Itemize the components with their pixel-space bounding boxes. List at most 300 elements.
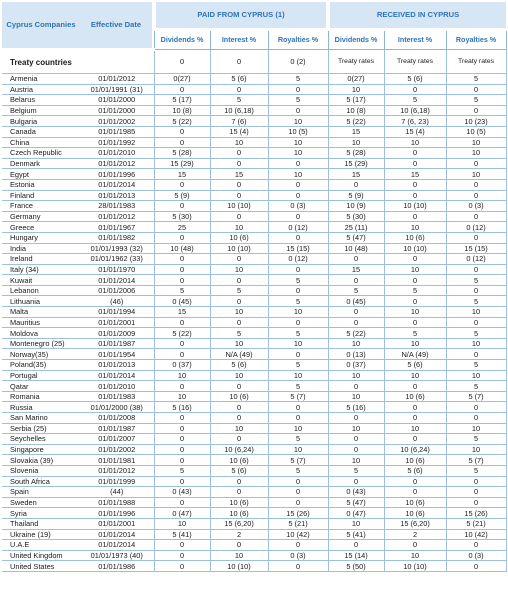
paid-interest-cell: 0 — [210, 381, 268, 392]
subheader-received-interest: Interest % — [384, 30, 446, 50]
paid-interest-cell: 0 — [210, 275, 268, 286]
paid-royalties-cell: 0 (3) — [268, 201, 328, 212]
received-royalties-cell: 5 — [446, 381, 506, 392]
received-interest-cell: 0 — [384, 487, 446, 498]
paid-dividends-cell: 0 — [154, 317, 210, 328]
country-cell: Poland(35) — [2, 360, 80, 371]
effective-date-cell: 01/01/2014 — [80, 179, 154, 190]
country-cell: South Africa — [2, 476, 80, 487]
paid-dividends-cell: 0 — [154, 381, 210, 392]
country-cell: Lithuania — [2, 296, 80, 307]
received-dividends-cell: 0 — [328, 540, 384, 551]
paid-interest-cell: 5 (6) — [210, 74, 268, 85]
received-interest-cell: 0 — [384, 434, 446, 445]
paid-interest-cell: 10 (6) — [210, 455, 268, 466]
paid-dividends-cell: 25 — [154, 222, 210, 233]
paid-interest-cell: 5 — [210, 95, 268, 106]
subheader-received-dividends: Dividends % — [328, 30, 384, 50]
received-dividends-cell: 5 (30) — [328, 211, 384, 222]
paid-dividends-cell: 0 — [154, 179, 210, 190]
paid-interest-cell: 0 — [210, 476, 268, 487]
table-row — [2, 158, 506, 169]
paid-dividends-cell: 0 — [154, 84, 210, 95]
paid-royalties-cell: 10 — [268, 370, 328, 381]
received-dividends-cell: 0 — [328, 254, 384, 265]
paid-dividends-cell: 0 — [154, 232, 210, 243]
effective-date-cell: 01/01/2002 — [80, 116, 154, 127]
treaty-paid-dividends: 0 — [154, 50, 210, 74]
paid-royalties-cell: 0 — [268, 540, 328, 551]
paid-interest-cell: 10 — [210, 550, 268, 561]
paid-interest-cell: 0 — [210, 148, 268, 159]
table-row — [2, 169, 506, 180]
paid-royalties-cell: 0 — [268, 349, 328, 360]
country-cell: Mauritius — [2, 317, 80, 328]
paid-dividends-cell: 0 (37) — [154, 360, 210, 371]
subheader-paid-interest: Interest % — [210, 30, 268, 50]
received-royalties-cell: 0 — [446, 487, 506, 498]
paid-dividends-cell: 0 (47) — [154, 508, 210, 519]
received-interest-cell: N/A (49) — [384, 349, 446, 360]
effective-date-cell: 01/01/1993 (32) — [80, 243, 154, 254]
received-royalties-cell: 10 — [446, 444, 506, 455]
paid-interest-cell: 10 — [210, 222, 268, 233]
table-row — [2, 95, 506, 106]
table-row — [2, 201, 506, 212]
received-royalties-cell: 10 — [446, 338, 506, 349]
paid-interest-cell: 15 — [210, 169, 268, 180]
country-cell: France — [2, 201, 80, 212]
received-interest-cell: 5 — [384, 328, 446, 339]
received-interest-cell: 10 — [384, 550, 446, 561]
paid-dividends-cell: 5 (30) — [154, 211, 210, 222]
paid-royalties-cell: 10 — [268, 423, 328, 434]
table-row — [2, 179, 506, 190]
paid-interest-cell: 10 — [210, 370, 268, 381]
country-cell: Armenia — [2, 74, 80, 85]
table-row — [2, 243, 506, 254]
country-cell: Thailand — [2, 518, 80, 529]
received-interest-cell: 5 (6) — [384, 465, 446, 476]
effective-date-cell: 01/01/1967 — [80, 222, 154, 233]
country-cell: Finland — [2, 190, 80, 201]
country-cell: Austria — [2, 84, 80, 95]
received-dividends-cell: 15 (14) — [328, 550, 384, 561]
paid-royalties-cell: 0 — [268, 211, 328, 222]
paid-royalties-cell: 0 — [268, 84, 328, 95]
effective-date-cell: 01/01/1988 — [80, 497, 154, 508]
received-royalties-cell: 5 — [446, 275, 506, 286]
received-dividends-cell: 0 — [328, 275, 384, 286]
received-royalties-cell: 10 — [446, 307, 506, 318]
table-row — [2, 307, 506, 318]
paid-dividends-cell: 0 — [154, 126, 210, 137]
table-row — [2, 126, 506, 137]
header-row — [2, 2, 506, 30]
received-royalties-cell: 10 — [446, 370, 506, 381]
effective-date-cell: 01/01/2012 — [80, 211, 154, 222]
paid-interest-cell: 10 — [210, 338, 268, 349]
received-dividends-cell: 10 — [328, 370, 384, 381]
received-royalties-cell: 0 — [446, 476, 506, 487]
received-interest-cell: 0 — [384, 317, 446, 328]
received-royalties-cell: 0 — [446, 158, 506, 169]
effective-date-cell: 28/01/1983 — [80, 201, 154, 212]
effective-date-cell: 01/01/2014 — [80, 540, 154, 551]
received-royalties-cell: 5 (21) — [446, 518, 506, 529]
received-royalties-cell: 5 (7) — [446, 391, 506, 402]
received-royalties-cell: 10 (23) — [446, 116, 506, 127]
country-cell: Belgium — [2, 105, 80, 116]
paid-royalties-cell: 10 — [268, 116, 328, 127]
effective-date-cell: 01/01/2002 — [80, 444, 154, 455]
received-dividends-cell: 5 (47) — [328, 497, 384, 508]
paid-dividends-cell: 15 (29) — [154, 158, 210, 169]
received-royalties-cell: 10 — [446, 423, 506, 434]
paid-royalties-cell: 0 — [268, 413, 328, 424]
received-dividends-cell: 0 — [328, 476, 384, 487]
table-row — [2, 455, 506, 466]
received-interest-cell: 5 — [384, 95, 446, 106]
received-royalties-cell: 0 — [446, 402, 506, 413]
received-dividends-cell: 5 (16) — [328, 402, 384, 413]
paid-interest-cell: 0 — [210, 434, 268, 445]
received-royalties-cell: 15 (15) — [446, 243, 506, 254]
received-dividends-cell: 0 (13) — [328, 349, 384, 360]
paid-dividends-cell: 5 (16) — [154, 402, 210, 413]
received-interest-cell: 10 — [384, 338, 446, 349]
country-cell: Bulgaria — [2, 116, 80, 127]
received-royalties-cell: 0 (12) — [446, 254, 506, 265]
received-interest-cell: 0 — [384, 402, 446, 413]
treaty-paid-interest: 0 — [210, 50, 268, 74]
paid-interest-cell: 10 — [210, 264, 268, 275]
received-royalties-cell: 5 — [446, 95, 506, 106]
country-cell: Serbia (25) — [2, 423, 80, 434]
received-dividends-cell: 10 — [328, 84, 384, 95]
received-royalties-cell: 5 — [446, 328, 506, 339]
paid-royalties-cell: 15 (15) — [268, 243, 328, 254]
received-dividends-cell: 0(27) — [328, 74, 384, 85]
received-dividends-cell: 15 (29) — [328, 158, 384, 169]
received-interest-cell: 10 (10) — [384, 201, 446, 212]
paid-royalties-cell: 5 — [268, 296, 328, 307]
received-dividends-cell: 25 (11) — [328, 222, 384, 233]
paid-dividends-cell: 0 — [154, 423, 210, 434]
subheader-paid-dividends: Dividends % — [154, 30, 210, 50]
treaty-countries-row — [2, 50, 506, 74]
paid-interest-cell: 5 (6) — [210, 360, 268, 371]
paid-royalties-cell: 5 — [268, 74, 328, 85]
paid-interest-cell: 5 (6) — [210, 465, 268, 476]
country-cell: Egypt — [2, 169, 80, 180]
paid-dividends-cell: 15 — [154, 307, 210, 318]
received-interest-cell: 10 (10) — [384, 243, 446, 254]
paid-interest-cell: 5 — [210, 285, 268, 296]
received-royalties-cell: 0 — [446, 317, 506, 328]
effective-date-cell: 01/01/2007 — [80, 434, 154, 445]
received-dividends-cell: 5 (41) — [328, 529, 384, 540]
received-dividends-cell: 0 — [328, 444, 384, 455]
paid-dividends-cell: 5 (22) — [154, 328, 210, 339]
paid-dividends-cell: 0 — [154, 434, 210, 445]
table-row — [2, 487, 506, 498]
received-royalties-cell: 0 — [446, 105, 506, 116]
country-cell: Denmark — [2, 158, 80, 169]
paid-dividends-cell: 0(27) — [154, 74, 210, 85]
paid-interest-cell: 10 — [210, 137, 268, 148]
received-interest-cell: 10 — [384, 222, 446, 233]
received-dividends-cell: 5 (9) — [328, 190, 384, 201]
received-interest-cell: 15 (4) — [384, 126, 446, 137]
table-row — [2, 434, 506, 445]
received-dividends-cell: 5 (17) — [328, 95, 384, 106]
received-interest-cell: 15 (6,20) — [384, 518, 446, 529]
received-interest-cell: 0 — [384, 254, 446, 265]
table-row — [2, 518, 506, 529]
received-dividends-cell: 5 (50) — [328, 561, 384, 572]
received-royalties-cell: 10 — [446, 137, 506, 148]
paid-interest-cell: 0 — [210, 402, 268, 413]
received-dividends-cell: 0 — [328, 179, 384, 190]
country-cell: Slovenia — [2, 465, 80, 476]
country-cell: Norway(35) — [2, 349, 80, 360]
paid-royalties-cell: 5 — [268, 328, 328, 339]
paid-interest-cell: 10 (10) — [210, 561, 268, 572]
paid-royalties-cell: 0 — [268, 232, 328, 243]
received-dividends-cell: 5 (28) — [328, 148, 384, 159]
table-row — [2, 370, 506, 381]
paid-interest-cell: 10 (6,24) — [210, 444, 268, 455]
paid-interest-cell: 10 (10) — [210, 243, 268, 254]
received-royalties-cell: 5 (7) — [446, 455, 506, 466]
received-dividends-cell: 5 — [328, 465, 384, 476]
received-interest-cell: 0 — [384, 158, 446, 169]
effective-date-cell: 01/01/2010 — [80, 381, 154, 392]
received-interest-cell: 15 — [384, 169, 446, 180]
effective-date-cell: 01/01/1987 — [80, 423, 154, 434]
paid-dividends-cell: 0 — [154, 444, 210, 455]
received-interest-cell: 0 — [384, 211, 446, 222]
table-row — [2, 381, 506, 392]
received-royalties-cell: 5 — [446, 465, 506, 476]
received-dividends-cell: 10 — [328, 455, 384, 466]
paid-dividends-cell: 5 (41) — [154, 529, 210, 540]
received-dividends-cell: 10 (48) — [328, 243, 384, 254]
paid-interest-cell: 10 (6,18) — [210, 105, 268, 116]
country-cell: U.A.E — [2, 540, 80, 551]
paid-dividends-cell: 5 (17) — [154, 95, 210, 106]
paid-royalties-cell: 5 (21) — [268, 518, 328, 529]
paid-royalties-cell: 0 (12) — [268, 222, 328, 233]
received-dividends-cell: 0 (37) — [328, 360, 384, 371]
effective-date-cell: 01/01/1996 — [80, 508, 154, 519]
effective-date-cell: 01/01/1981 — [80, 455, 154, 466]
table-row — [2, 360, 506, 371]
paid-dividends-cell: 5 (22) — [154, 116, 210, 127]
table-row — [2, 254, 506, 265]
country-cell: San Marino — [2, 413, 80, 424]
received-dividends-cell: 10 — [328, 338, 384, 349]
received-interest-cell: 10 (10) — [384, 561, 446, 572]
paid-royalties-cell: 10 — [268, 137, 328, 148]
received-interest-cell: 0 — [384, 413, 446, 424]
country-cell: United States — [2, 561, 80, 572]
paid-interest-cell: 10 (6) — [210, 232, 268, 243]
table-row — [2, 550, 506, 561]
received-royalties-cell: 0 — [446, 264, 506, 275]
received-royalties-cell: 5 — [446, 74, 506, 85]
effective-date-cell: 01/01/2012 — [80, 465, 154, 476]
effective-date-cell: 01/01/2012 — [80, 74, 154, 85]
paid-royalties-cell: 0 — [268, 179, 328, 190]
received-royalties-cell: 0 — [446, 561, 506, 572]
received-interest-cell: 0 — [384, 84, 446, 95]
effective-date-cell: 01/01/1954 — [80, 349, 154, 360]
table-row — [2, 190, 506, 201]
paid-interest-cell: 0 — [210, 540, 268, 551]
paid-dividends-cell: 0 — [154, 550, 210, 561]
effective-date-cell: 01/01/2014 — [80, 529, 154, 540]
received-royalties-cell: 0 — [446, 232, 506, 243]
table-row — [2, 508, 506, 519]
received-dividends-cell: 0 — [328, 307, 384, 318]
received-interest-cell: 0 — [384, 148, 446, 159]
received-royalties-cell: 0 (3) — [446, 201, 506, 212]
received-interest-cell: 5 (6) — [384, 74, 446, 85]
received-interest-cell: 2 — [384, 529, 446, 540]
received-royalties-cell: 0 — [446, 84, 506, 95]
received-dividends-cell: 15 — [328, 169, 384, 180]
effective-date-cell: 01/01/2000 (38) — [80, 402, 154, 413]
paid-royalties-cell: 0 — [268, 105, 328, 116]
paid-dividends-cell: 10 (8) — [154, 105, 210, 116]
withholding-tax-table — [2, 2, 507, 572]
country-cell: Belarus — [2, 95, 80, 106]
received-dividends-cell: 0 — [328, 413, 384, 424]
paid-royalties-cell: 5 — [268, 434, 328, 445]
table-row — [2, 285, 506, 296]
table-row — [2, 338, 506, 349]
effective-date-cell: 01/01/1991 (31) — [80, 84, 154, 95]
country-cell: Hungary — [2, 232, 80, 243]
table-row — [2, 497, 506, 508]
received-interest-cell: 10 (6) — [384, 232, 446, 243]
paid-dividends-cell: 5 — [154, 285, 210, 296]
paid-interest-cell: 0 — [210, 254, 268, 265]
effective-date-cell: 01/01/1970 — [80, 264, 154, 275]
paid-royalties-cell: 0 — [268, 487, 328, 498]
paid-dividends-cell: 0 — [154, 349, 210, 360]
table-row — [2, 275, 506, 286]
country-cell: Kuwait — [2, 275, 80, 286]
received-royalties-cell: 0 — [446, 413, 506, 424]
effective-date-cell: (44) — [80, 487, 154, 498]
table-row — [2, 148, 506, 159]
paid-interest-cell: 0 — [210, 211, 268, 222]
paid-royalties-cell: 10 (5) — [268, 126, 328, 137]
paid-dividends-cell: 0 — [154, 561, 210, 572]
received-interest-cell: 0 — [384, 381, 446, 392]
country-cell: Germany — [2, 211, 80, 222]
received-interest-cell: 10 — [384, 264, 446, 275]
paid-dividends-cell: 15 — [154, 169, 210, 180]
paid-dividends-cell: 0 — [154, 338, 210, 349]
paid-royalties-cell: 10 — [268, 307, 328, 318]
paid-interest-cell: 0 — [210, 317, 268, 328]
country-cell: India — [2, 243, 80, 254]
table-row — [2, 328, 506, 339]
paid-interest-cell: 0 — [210, 296, 268, 307]
paid-dividends-cell: 0 — [154, 275, 210, 286]
paid-royalties-cell: 10 — [268, 338, 328, 349]
received-dividends-cell: 10 — [328, 518, 384, 529]
country-cell: Czech Republic — [2, 148, 80, 159]
effective-date-cell: 01/01/2001 — [80, 317, 154, 328]
paid-interest-cell: 0 — [210, 190, 268, 201]
received-interest-cell: 10 (6,24) — [384, 444, 446, 455]
effective-date-cell: 01/01/1962 (33) — [80, 254, 154, 265]
paid-dividends-cell: 0 (45) — [154, 296, 210, 307]
paid-interest-cell: 10 (6) — [210, 497, 268, 508]
received-royalties-cell: 0 — [446, 497, 506, 508]
effective-date-cell: 01/01/2013 — [80, 190, 154, 201]
paid-royalties-cell: 15 (26) — [268, 508, 328, 519]
paid-royalties-cell: 0 — [268, 476, 328, 487]
received-dividends-cell: 0 (47) — [328, 508, 384, 519]
effective-date-cell: 01/01/1986 — [80, 561, 154, 572]
received-dividends-cell: 0 (43) — [328, 487, 384, 498]
country-cell: Montenegro (25) — [2, 338, 80, 349]
paid-dividends-cell: 0 — [154, 540, 210, 551]
paid-interest-cell: 15 (4) — [210, 126, 268, 137]
treaty-paid-royalties: 0 (2) — [268, 50, 328, 74]
treaty-received-dividends: Treaty rates — [328, 50, 384, 74]
effective-date-cell: 01/01/1973 (40) — [80, 550, 154, 561]
received-interest-cell: 10 — [384, 370, 446, 381]
treaty-date-cell — [80, 50, 154, 74]
received-interest-cell: 10 (6) — [384, 391, 446, 402]
paid-royalties-cell: 5 (7) — [268, 455, 328, 466]
received-royalties-cell: 0 — [446, 190, 506, 201]
paid-royalties-cell: 5 (7) — [268, 391, 328, 402]
table-row — [2, 349, 506, 360]
effective-date-cell: 01/01/2012 — [80, 158, 154, 169]
effective-date-cell: 01/01/1994 — [80, 307, 154, 318]
effective-date-cell: 01/01/2000 — [80, 105, 154, 116]
country-cell: United Kingdom — [2, 550, 80, 561]
paid-dividends-cell: 0 — [154, 413, 210, 424]
effective-date-cell: 01/01/2000 — [80, 95, 154, 106]
paid-interest-cell: 10 — [210, 307, 268, 318]
paid-interest-cell: 0 — [210, 84, 268, 95]
group-header-received: RECEIVED IN CYPRUS — [328, 2, 506, 30]
received-dividends-cell: 5 (22) — [328, 328, 384, 339]
paid-royalties-cell: 10 — [268, 444, 328, 455]
paid-interest-cell: 10 (10) — [210, 201, 268, 212]
received-royalties-cell: 5 — [446, 296, 506, 307]
effective-date-cell: 01/01/1996 — [80, 169, 154, 180]
received-royalties-cell: 10 — [446, 148, 506, 159]
paid-royalties-cell: 5 — [268, 465, 328, 476]
paid-royalties-cell: 0 (3) — [268, 550, 328, 561]
received-royalties-cell: 5 — [446, 434, 506, 445]
paid-royalties-cell: 5 — [268, 360, 328, 371]
received-royalties-cell: 0 — [446, 211, 506, 222]
paid-dividends-cell: 0 — [154, 201, 210, 212]
table-row — [2, 105, 506, 116]
paid-royalties-cell: 0 — [268, 158, 328, 169]
